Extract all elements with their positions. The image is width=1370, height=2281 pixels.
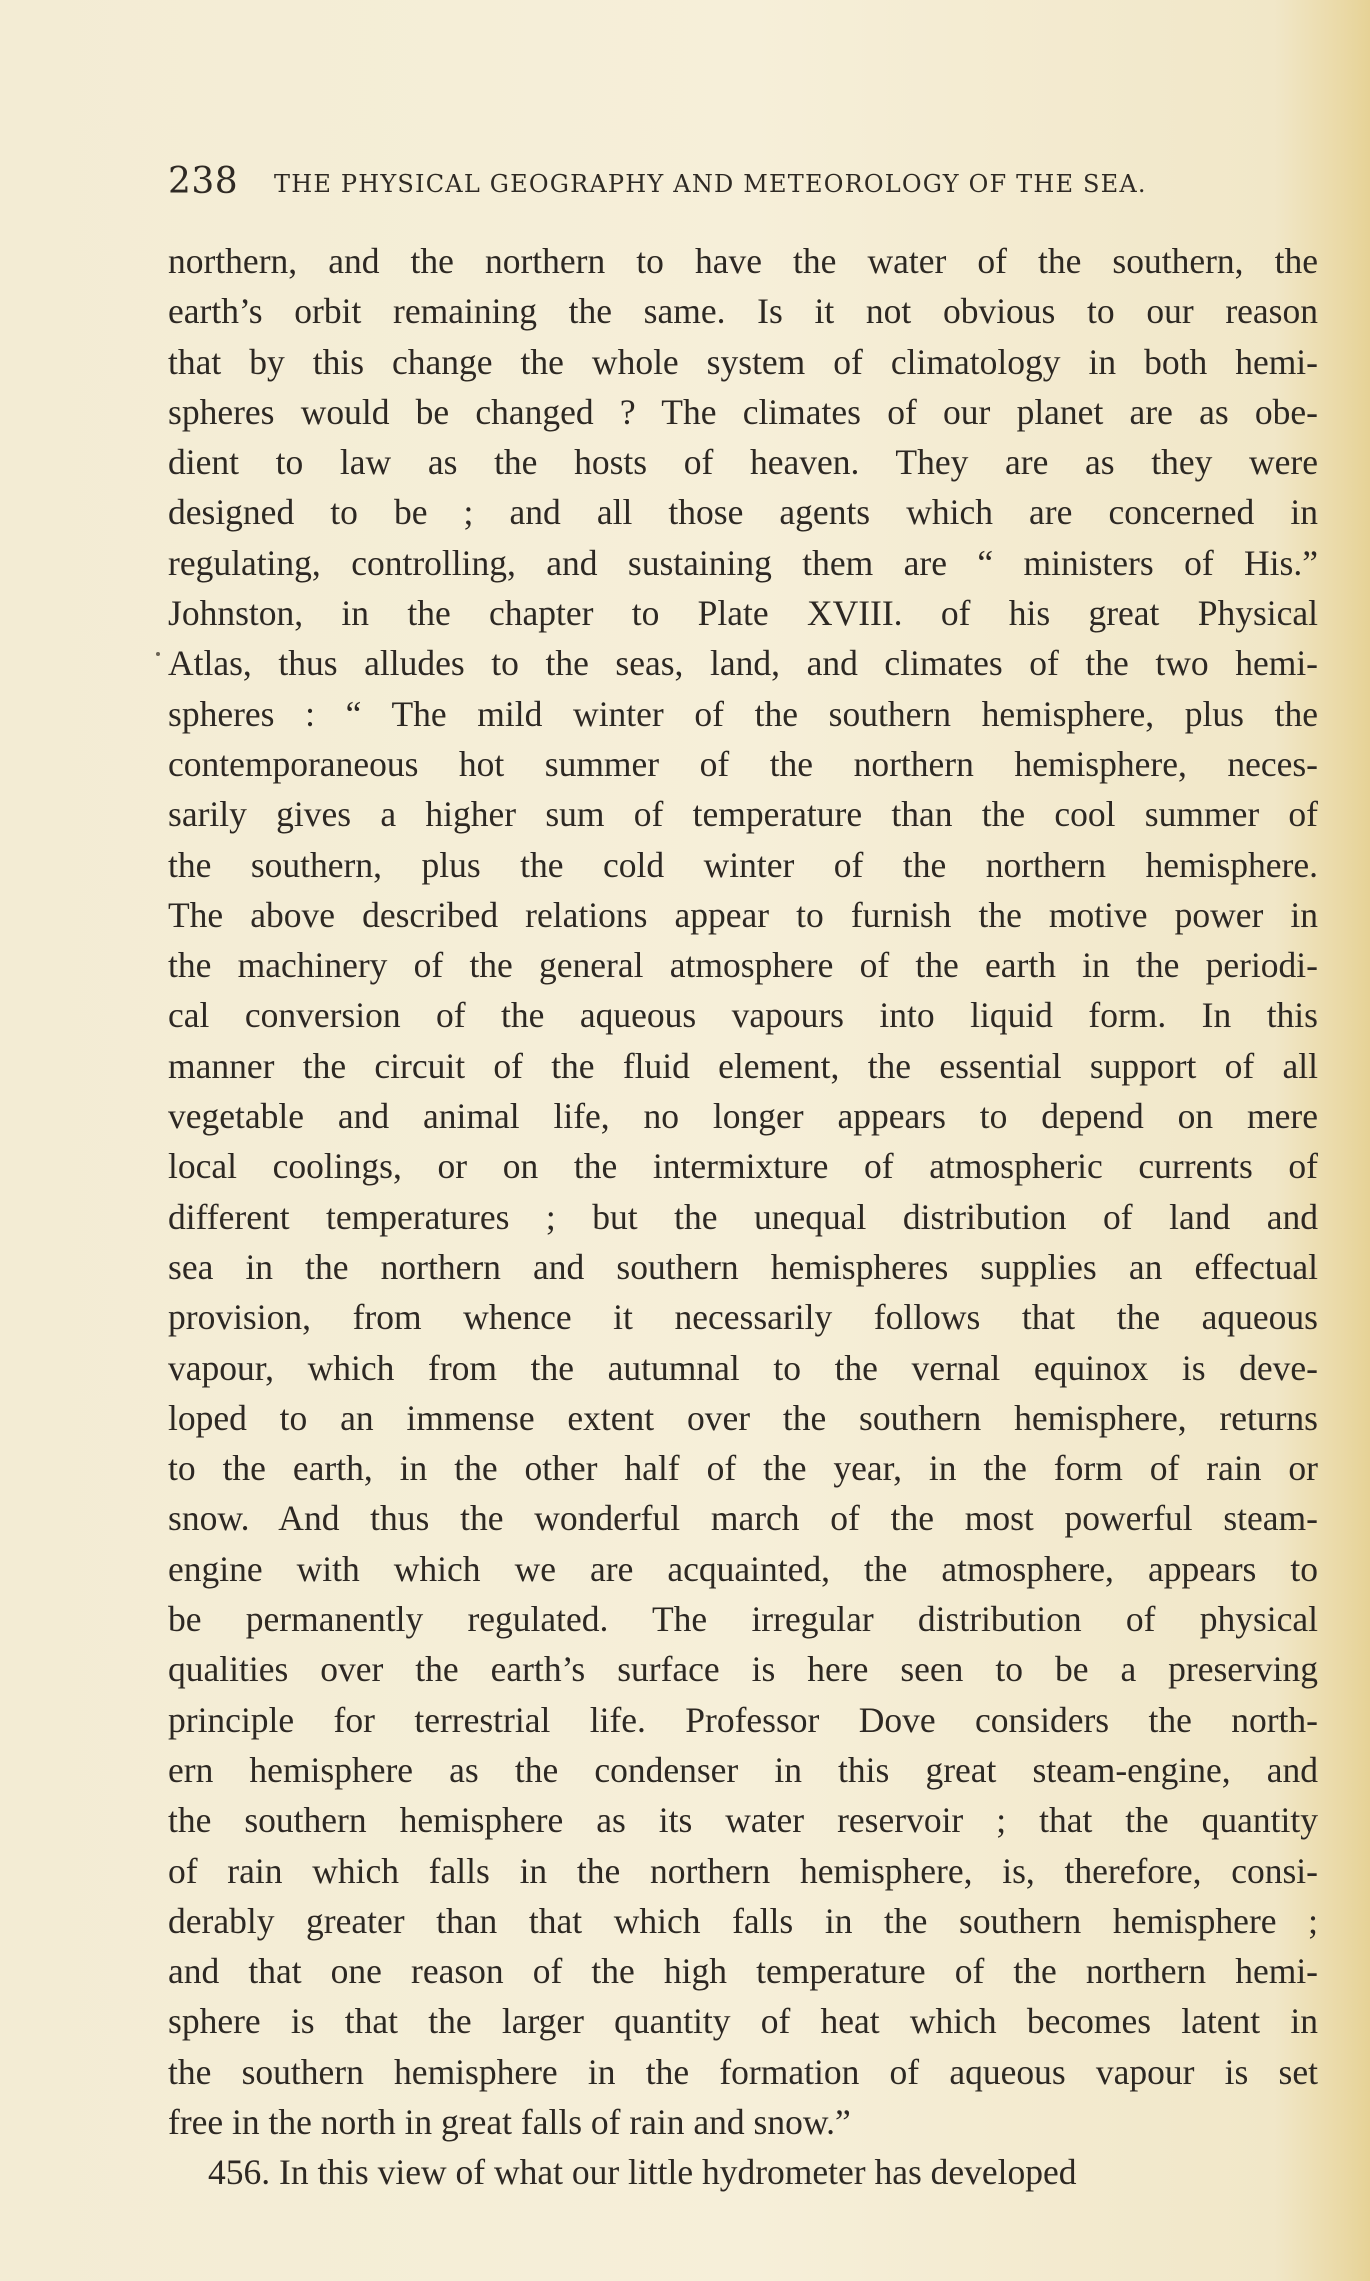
text-line: the machinery of the general atmosphere of the earth in the periodi- <box>168 945 1318 986</box>
text-line: spheres would be changed ? The climates of our planet are as obe- <box>168 391 1318 432</box>
text-line: sphere is that the larger quantity of heat which becomes latent in <box>168 2001 1318 2042</box>
text-line: the southern hemisphere as its water reservoir ; that the quantity <box>168 1800 1318 1841</box>
text-line: spheres : “ The mild winter of the southern hemisphere, plus the <box>168 693 1318 734</box>
text-line: ern hemisphere as the condenser in this great steam-engine, and <box>168 1749 1318 1790</box>
text-line: derably greater than that which falls in the southern hemisphere ; <box>168 1900 1318 1941</box>
running-head: THE PHYSICAL GEOGRAPHY AND METEOROLOGY OF THE SEA. <box>274 170 1147 198</box>
text-line: engine with which we are acquainted, the atmosphere, appears to <box>168 1548 1318 1589</box>
text-line: different temperatures ; but the unequal distribution of land and <box>168 1196 1318 1237</box>
text-line: of rain which falls in the northern hemisphere, is, therefore, consi- <box>168 1850 1318 1891</box>
text-line: principle for terrestrial life. Professor Dove considers the north- <box>168 1699 1318 1740</box>
text-line: be permanently regulated. The irregular distribution of physical <box>168 1599 1318 1640</box>
text-line: The above described relations appear to furnish the motive power in <box>168 894 1318 935</box>
text-line: contemporaneous hot summer of the northern hemisphere, neces- <box>168 743 1318 784</box>
body-text <box>168 236 1318 2198</box>
text-line: qualities over the earth’s surface is here seen to be a preserving <box>168 1649 1318 1690</box>
text-line: free in the north in great falls of rain and snow.” <box>168 2101 851 2142</box>
text-line: that by this change the whole system of climatology in both hemi- <box>168 341 1318 382</box>
text-line: and that one reason of the high temperature of the northern hemi- <box>168 1951 1318 1992</box>
text-line: earth’s orbit remaining the same. Is it not obvious to our reason <box>168 291 1318 332</box>
text-line: designed to be ; and all those agents which are concerned in <box>168 492 1318 533</box>
text-line: cal conversion of the aqueous vapours into liquid form. In this <box>168 995 1318 1036</box>
print-speck <box>156 652 160 656</box>
text-line: sarily gives a higher sum of temperature than the cool summer of <box>168 794 1318 835</box>
page-header <box>168 158 1328 206</box>
text-line: vapour, which from the autumnal to the vernal equinox is deve- <box>168 1347 1318 1388</box>
page-number: 238 <box>168 161 239 202</box>
text-line: manner the circuit of the fluid element, the essential support of all <box>168 1045 1318 1086</box>
text-line: sea in the northern and southern hemispheres supplies an effectual <box>168 1246 1318 1287</box>
text-line: snow. And thus the wonderful march of the most powerful steam- <box>168 1498 1318 1539</box>
text-line: northern, and the northern to have the water of the southern, the <box>168 241 1318 281</box>
text-line: the southern hemisphere in the formation of aqueous vapour is set <box>168 2051 1318 2092</box>
text-line: to the earth, in the other half of the year, in the form of rain or <box>168 1448 1318 1489</box>
text-line: Johnston, in the chapter to Plate XVIII. of his great Physical <box>168 593 1318 634</box>
text-line: Atlas, thus alludes to the seas, land, and climates of the two hemi- <box>168 643 1318 684</box>
text-line: the southern, plus the cold winter of the northern hemisphere. <box>168 844 1318 885</box>
text-line: local coolings, or on the intermixture of atmospheric currents of <box>168 1146 1318 1187</box>
text-line: regulating, controlling, and sustaining them are “ ministers of His.” <box>168 542 1318 583</box>
text-line: loped to an immense extent over the southern hemisphere, returns <box>168 1397 1318 1438</box>
paragraph-start-line: 456. In this view of what our little hydrometer has developed <box>208 2152 1077 2193</box>
text-line: vegetable and animal life, no longer appears to depend on mere <box>168 1096 1318 1137</box>
text-line: provision, from whence it necessarily follows that the aqueous <box>168 1297 1318 1338</box>
text-line: dient to law as the hosts of heaven. They are as they were <box>168 442 1318 483</box>
